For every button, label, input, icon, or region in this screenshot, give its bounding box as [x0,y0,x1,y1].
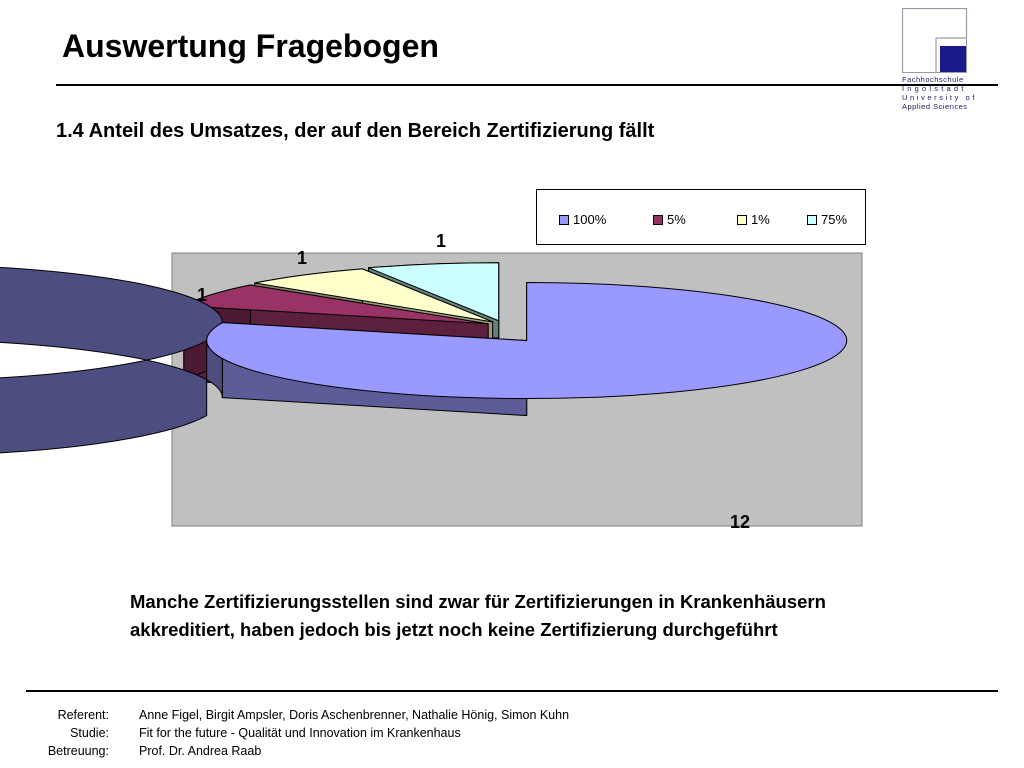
logo-line: University of [902,93,978,102]
footer-row-betreuung [20,742,569,760]
logo-line: Applied Sciences [902,102,968,111]
legend-label: 75% [821,212,848,227]
footer-value: Anne Figel, Birgit Ampsler, Doris Aschenbrenner, Nathalie Hönig, Simon Kuhn [139,708,570,722]
footer-row-studie [20,724,569,742]
legend-swatch [653,215,663,225]
legend-label: 5% [667,212,686,227]
legend-item-5% [653,212,686,227]
note-text: Manche Zertifizierungsstellen sind zwar für Zertifizierungen in Krankenhäusern akkreditiert, haben jedoch bis jetzt noch keine Zertifizierung durchgeführt [130,591,826,640]
legend-item-75% [807,212,847,227]
logo-line: Fachhochschule [902,75,964,84]
footer-row-referent [20,706,569,724]
footer-label: Referent: [57,708,109,722]
data-label-5%: 1 [197,285,208,305]
legend-swatch [737,215,747,225]
section-subtitle: 1.4 Anteil des Umsatzes, der auf den Bereich Zertifizierung fällt [56,120,655,142]
page-title: Auswertung Fragebogen [62,28,439,64]
data-label-1%: 1 [297,248,308,268]
footer-label: Studie: [70,726,109,740]
footer-value: Prof. Dr. Andrea Raab [139,744,262,758]
footer [20,706,569,760]
footer-label: Betreuung: [47,744,109,758]
logo-line: Ingolstadt [902,84,967,93]
legend-label: 1% [751,212,770,227]
footer-value: Fit for the future - Qualität und Innovation im Krankenhaus [139,726,461,740]
legend-swatch [807,215,817,225]
footer-divider [26,690,998,692]
chart-legend [536,189,866,245]
legend-label: 100% [573,212,607,227]
legend-item-1% [737,212,770,227]
data-label-100%: 12 [730,512,751,532]
legend-item-100% [559,212,606,227]
legend-swatch [559,215,569,225]
data-label-75%: 1 [436,231,447,251]
